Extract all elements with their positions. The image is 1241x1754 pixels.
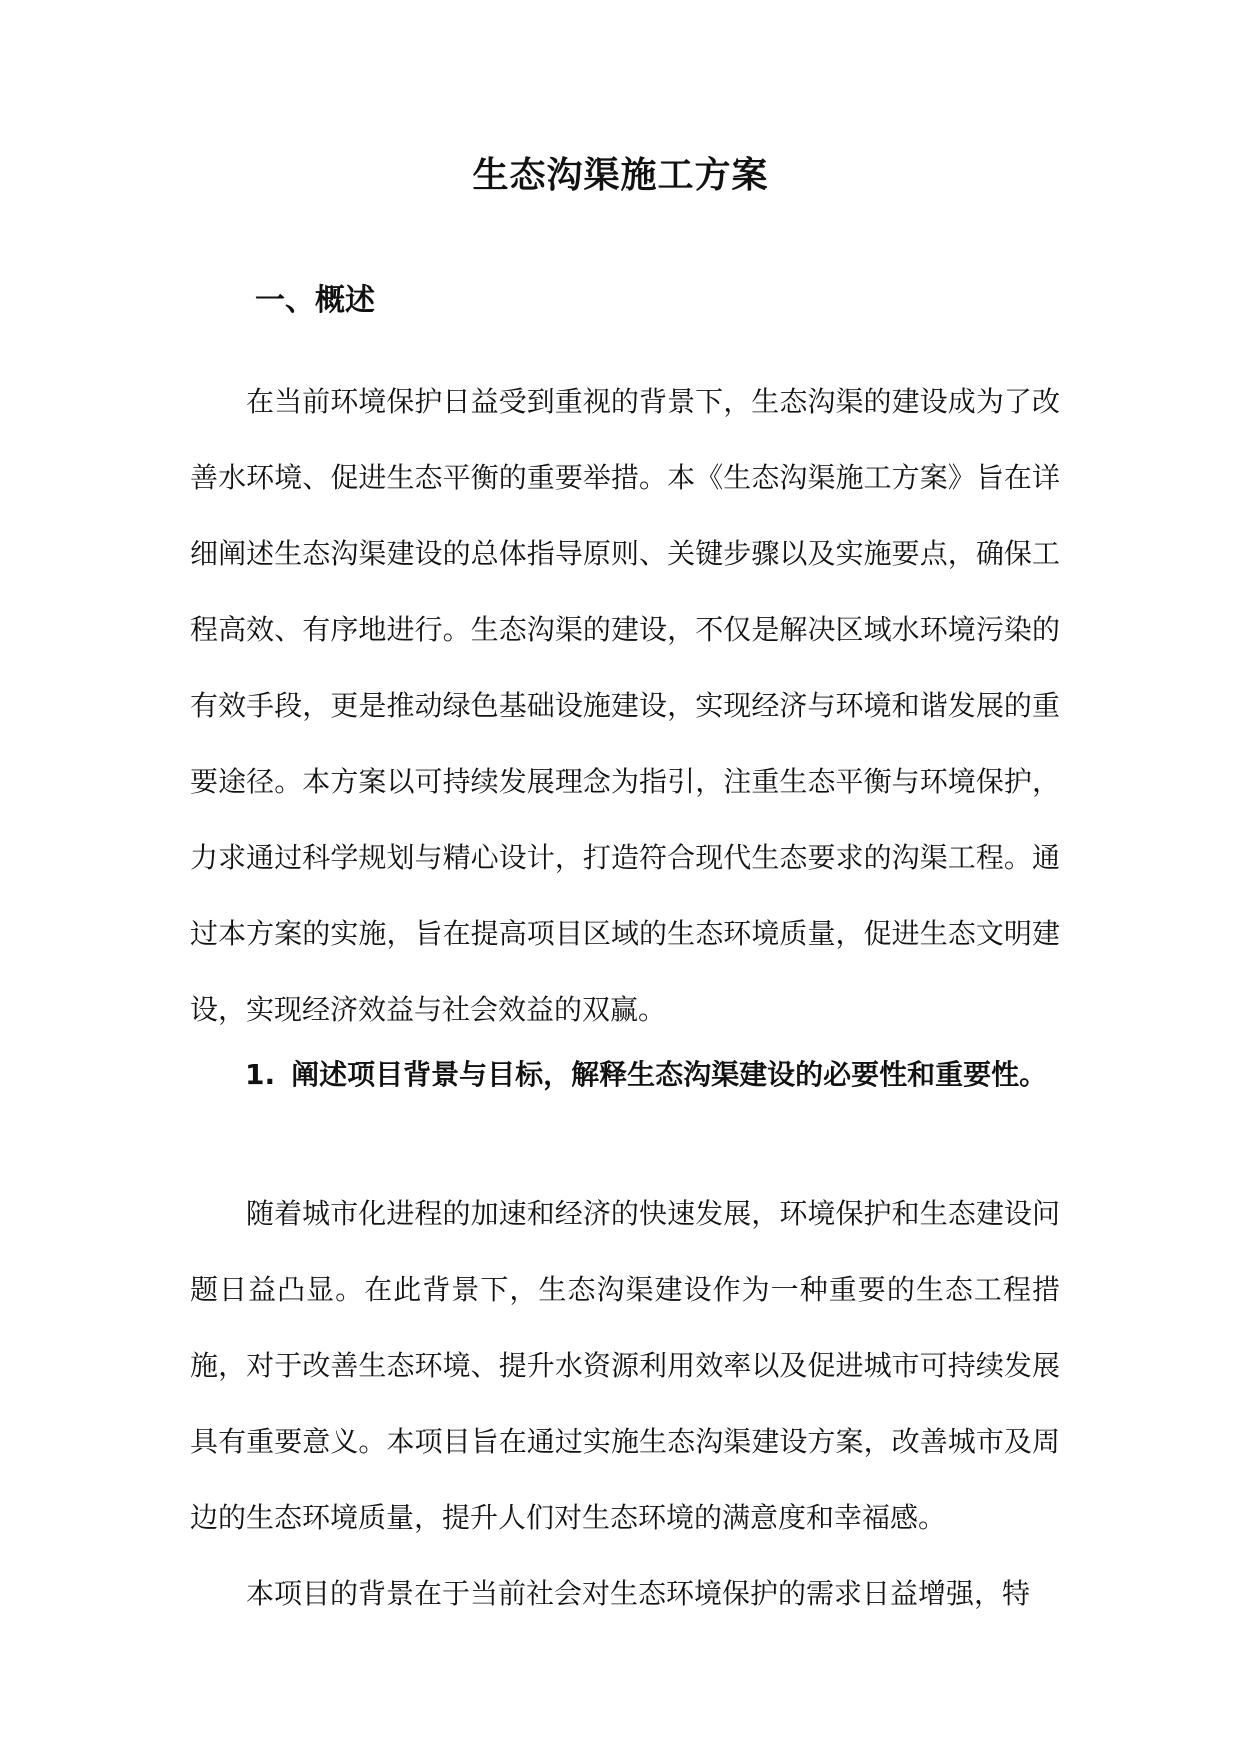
document-title: 生态沟渠施工方案 (472, 154, 769, 196)
overview-paragraph: 在当前环境保护日益受到重视的背景下，生态沟渠的建设成为了改善水环境、促进生态平衡的重要举措。本《生态沟渠施工方案》旨在详细阐述生态沟渠建设的总体指导原则、关键步骤以及实施要点，确保工程高效、有序地进行。生态沟渠的建设，不仅是解决区域水环境污染的有效手段，更是推动绿色基础设施建设，实现经济与环境和谐发展的重要途径。本方案以可持续发展理念为指引，注重生态平衡与环境保护，力求通过科学规划与精心设计，打造符合现代生态要求的沟渠工程。通过本方案的实施，旨在提高项目区域的生态环境质量，促进生态文明建设，实现经济效益与社会效益的双赢。 (190, 385, 1060, 1026)
subsection-heading-text: 阐述项目背景与目标，解释生态沟渠建设的必要性和重要性。 (291, 1058, 1048, 1091)
subsection-heading-background (245, 1053, 1047, 1097)
section-heading-overview: 一、概述 (255, 283, 375, 318)
subsection-number: 1. (245, 1058, 276, 1091)
background-paragraph: 随着城市化进程的加速和经济的快速发展，环境保护和生态建设问题日益凸显。在此背景下，生态沟渠建设作为一种重要的生态工程措施，对于改善生态环境、提升水资源利用效率以及促进城市可持续发展具有重要意义。本项目旨在通过实施生态沟渠建设方案，改善城市及周边的生态环境质量，提升人们对生态环境的满意度和幸福感。 (190, 1197, 1060, 1534)
background-paragraph-continued: 本项目的背景在于当前社会对生态环境保护的需求日益增强，特 (246, 1577, 1031, 1610)
